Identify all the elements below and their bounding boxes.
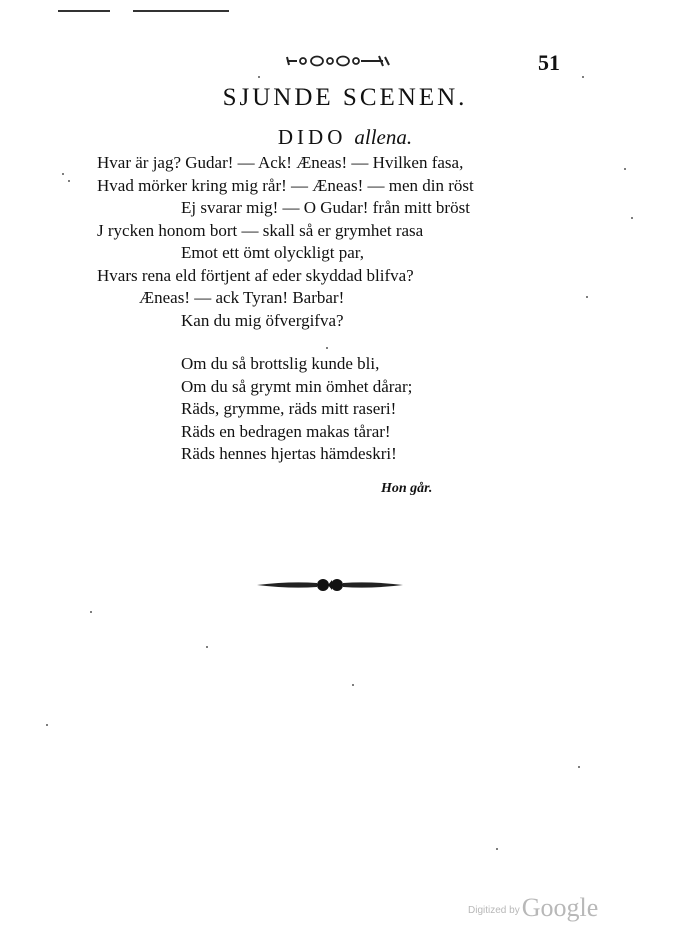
speck <box>352 684 354 686</box>
speck <box>582 76 584 78</box>
verse-line: J rycken honom bort — skall så er grymhet rasa <box>97 220 424 240</box>
watermark-prefix: Digitized by <box>468 905 520 916</box>
speck <box>624 168 626 170</box>
verse-line: Räds en bedragen makas tårar! <box>181 421 391 441</box>
google-logo: Google <box>521 893 599 922</box>
verse-line: Räds, grymme, räds mitt raseri! <box>181 399 397 418</box>
speck <box>326 347 328 349</box>
speck <box>68 180 70 182</box>
verse-line: Hvar är jag? Gudar! — Ack! Æneas! — Hvilken fasa, <box>97 153 464 172</box>
verse-line: Ej svarar mig! — O Gudar! från mitt bröst <box>181 198 470 217</box>
speck <box>90 611 92 613</box>
speck <box>578 766 580 768</box>
speck <box>258 76 260 78</box>
scene-title: SJUNDE SCENEN. <box>222 84 468 111</box>
character-heading <box>0 125 690 150</box>
speck <box>586 296 588 298</box>
verse-line: Æneas! — ack Tyran! Barbar! <box>139 288 345 307</box>
digitized-by-google-watermark <box>468 893 598 923</box>
verse-line: Hvad mörker kring mig rår! — Æneas! — men din röst <box>97 175 474 195</box>
verse-line: Hvars rena eld förtjent af eder skyddad blifva? <box>97 265 414 285</box>
top-ornament-icon <box>285 53 395 69</box>
speck <box>631 217 633 219</box>
speck <box>46 724 48 726</box>
header-rule-left <box>58 10 110 12</box>
stage-direction: Hon går. <box>381 481 433 496</box>
character-name: DIDO <box>277 125 347 149</box>
speck <box>206 646 208 648</box>
page-number: 51 <box>538 50 560 75</box>
verse-line: Kan du mig öfvergifva? <box>181 310 344 330</box>
verse-line: Räds hennes hjertas hämdeskri! <box>181 444 397 463</box>
verse-line: Om du så brottslig kunde bli, <box>181 354 380 373</box>
character-direction: allena. <box>354 125 413 149</box>
bottom-ornament-icon <box>255 576 405 594</box>
speck <box>496 848 498 850</box>
verse-line: Om du så grymt min ömhet dårar; <box>181 376 413 396</box>
verse-line: Emot ett ömt olyckligt par, <box>181 243 364 262</box>
header-rule-right <box>133 10 229 12</box>
speck <box>62 173 64 175</box>
